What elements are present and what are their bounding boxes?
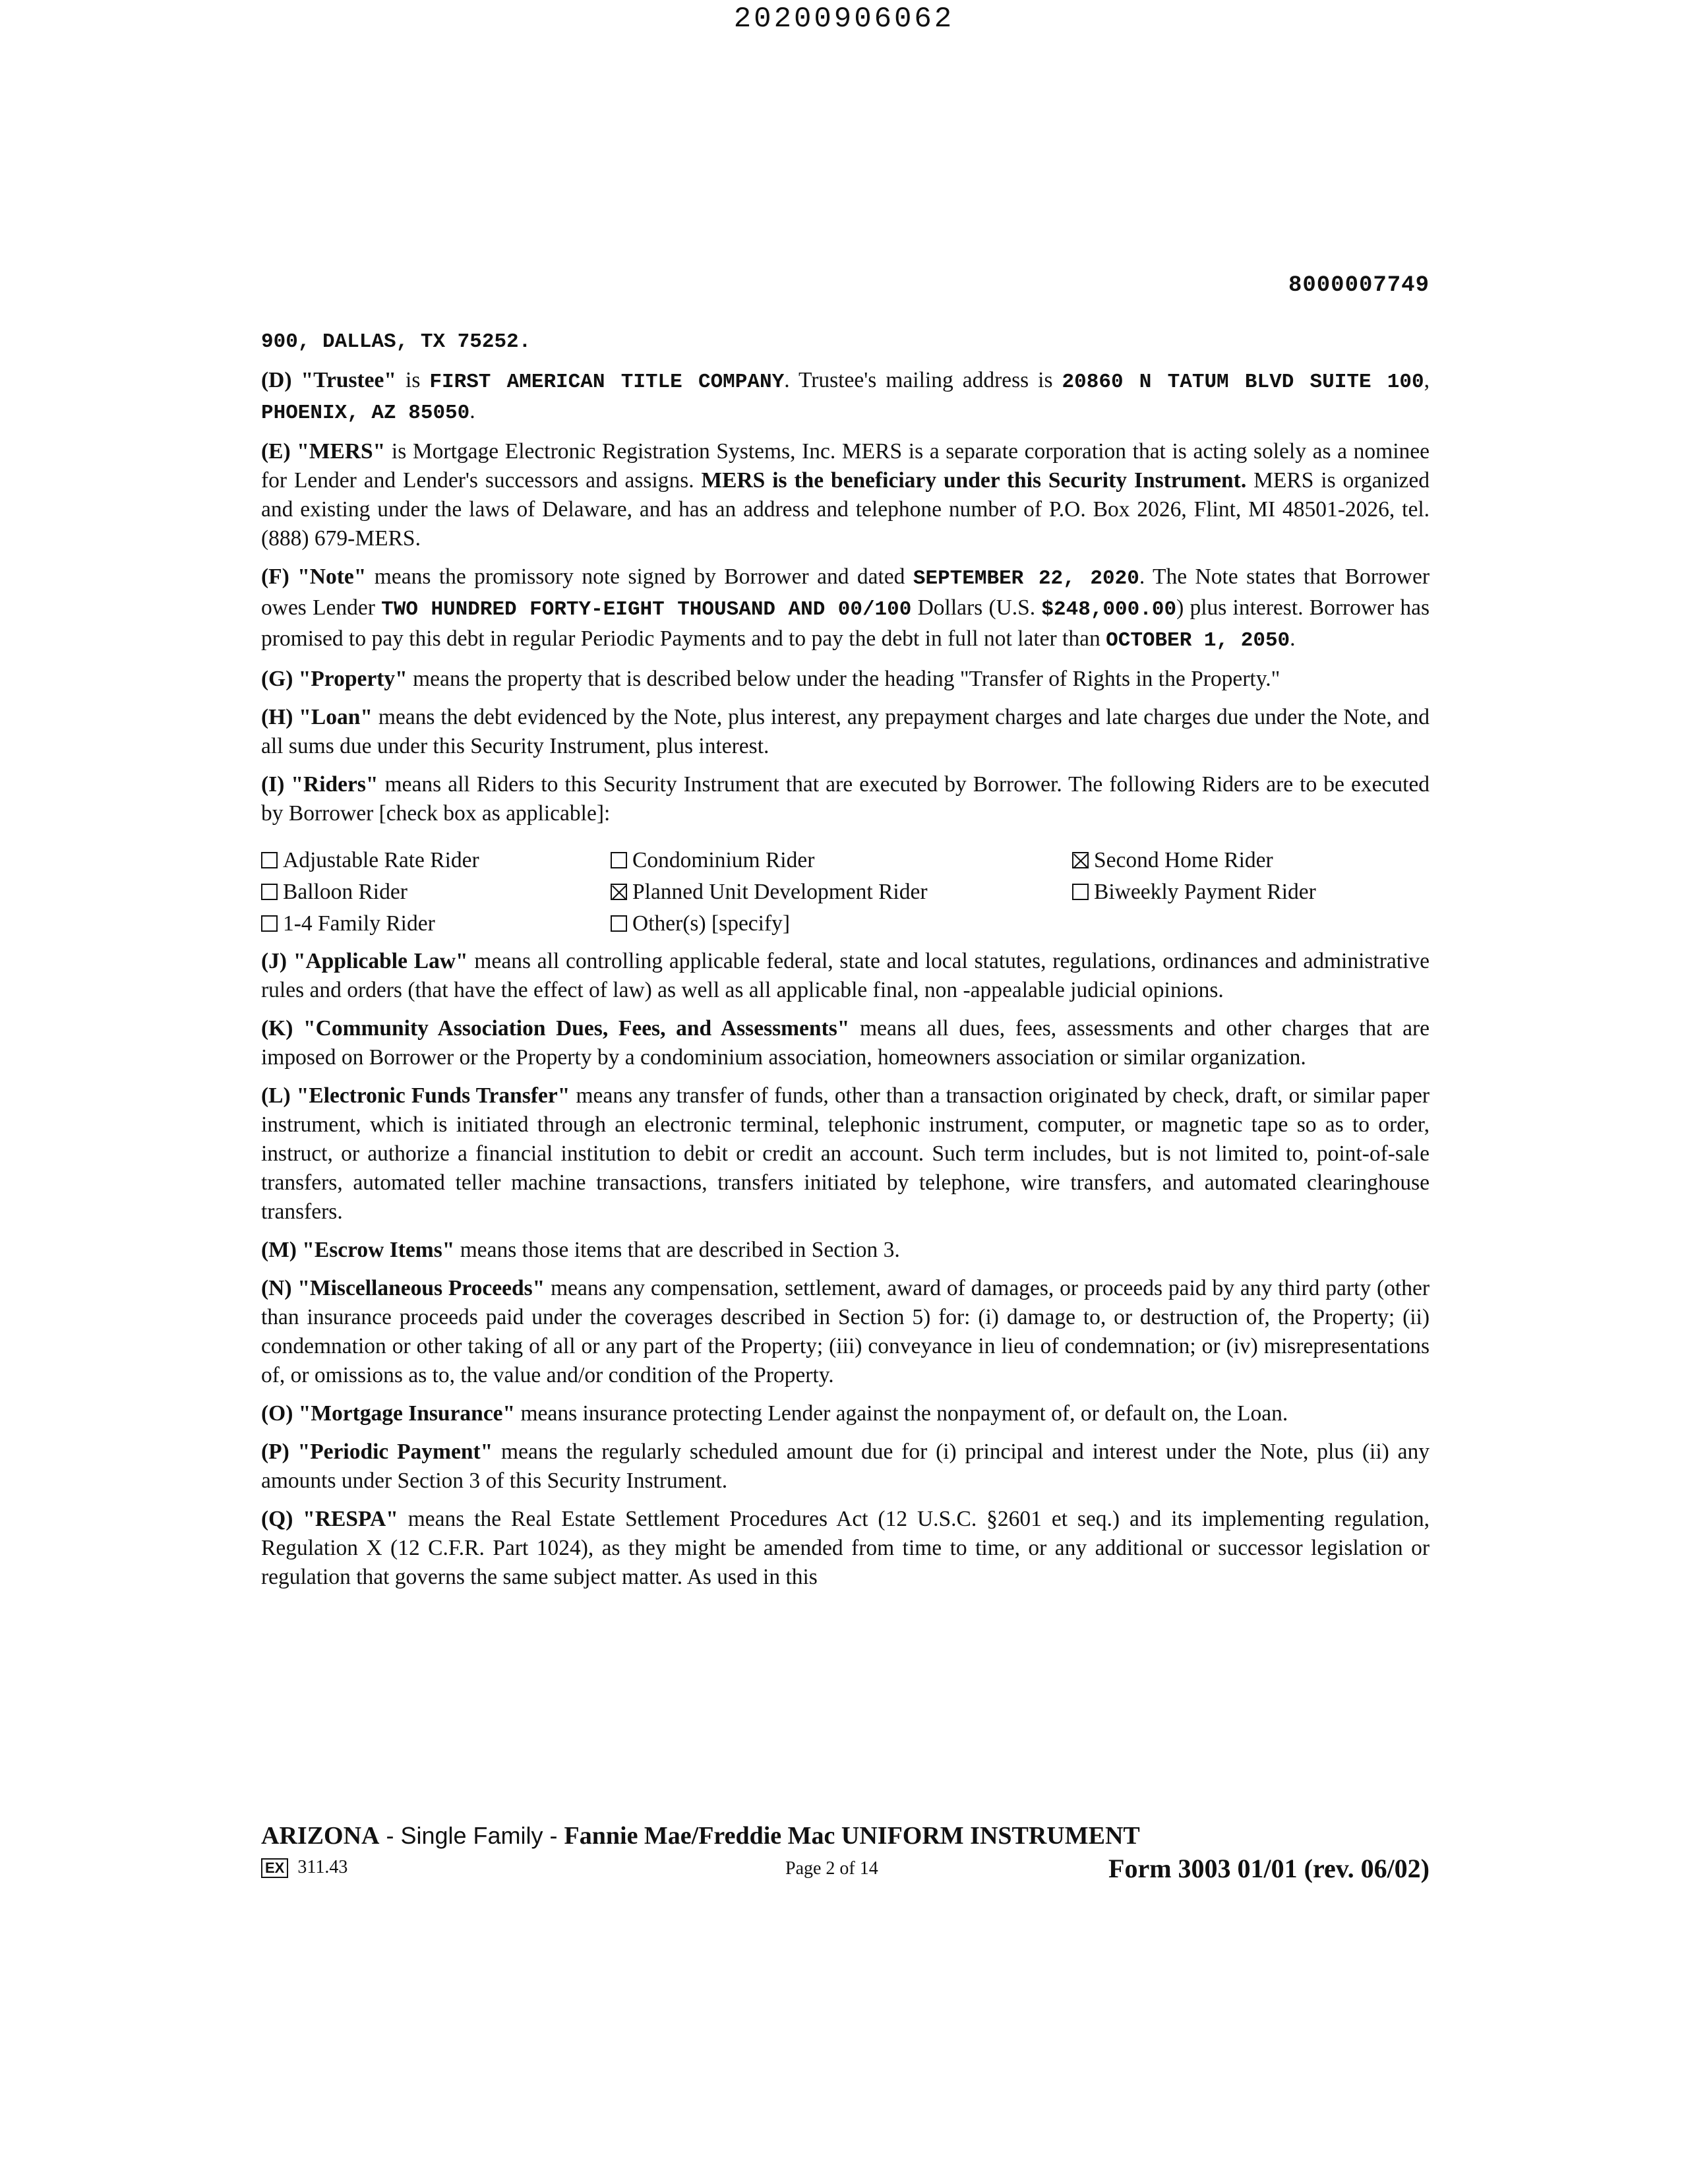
definition-community-dues: (K) "Community Association Dues, Fees, and Assessments" means all dues, fees, assessments and other charges that are imposed on Borrower or the Property by a condominium association, homeowners association or similar organization.: [261, 1016, 1430, 1070]
checkbox-icon: [261, 852, 278, 868]
definition-eft: (L) "Electronic Funds Transfer" means any transfer of funds, other than a transaction originated by check, draft, or similar paper instrument, which is initiated through an electronic terminal, telephonic instrument, computer, or magnetic tape so as to order, instruct, or authorize a financial institution to debit or credit an account. Such term includes, but is not limited to, point-of-sale transfers, automated teller machine transactions, transfers initiated by telephone, wire transfers, and automated clearinghouse transfers.: [261, 1083, 1430, 1224]
rider-condominium: Condominium Rider: [611, 845, 1072, 876]
rider-balloon: Balloon Rider: [261, 877, 611, 907]
definition-escrow-items: (M) "Escrow Items" means those items that are described in Section 3.: [261, 1238, 900, 1262]
ex-logo-icon: EX: [261, 1858, 288, 1878]
definition-mers: (E) "MERS" is Mortgage Electronic Registration Systems, Inc. MERS is a separate corporation that is acting solely as a nominee for Lender and Lender's successors and assigns. MERS is the beneficiary under this Security Instrument. MERS is organized and existing under the laws of Delaware, and has an address and telephone number of P.O. Box 2026, Flint, MI 48501-2026, tel. (888) 679-MERS.: [261, 439, 1430, 551]
rider-adjustable-rate: Adjustable Rate Rider: [261, 845, 611, 876]
rider-second-home: Second Home Rider: [1072, 845, 1428, 876]
definition-loan: (H) "Loan" means the debt evidenced by the Note, plus interest, any prepayment charges and late charges due under the Note, and all sums due under this Security Instrument, plus interest.: [261, 705, 1430, 758]
page-number: Page 2 of 14: [785, 1858, 878, 1879]
checkbox-icon: [1072, 884, 1089, 900]
recording-number: 20200906062: [733, 3, 955, 36]
definition-riders: (I) "Riders" means all Riders to this Security Instrument that are executed by Borrower. The following Riders are to be executed by Borrower [check box as applicable]:: [261, 772, 1430, 826]
definition-mortgage-insurance: (O) "Mortgage Insurance" means insurance protecting Lender against the nonpayment of, or default on, the Loan.: [261, 1401, 1288, 1426]
checkbox-icon: [611, 915, 627, 932]
rider-other: Other(s) [specify]: [611, 909, 1072, 939]
address-continuation: 900, DALLAS, TX 75252.: [261, 330, 531, 353]
definition-misc-proceeds: (N) "Miscellaneous Proceeds" means any compensation, settlement, award of damages, or proceeds paid by any third party (other than insurance proceeds paid under the coverages described in Section 5) for: (i) damage to, or destruction of, the Property; (ii) condemnation or other taking of all or any part of the Property; (iii) conveyance in lieu of condemnation; or (iv) misrepresentations of, or omissions as to, the value and/or condition of the Property.: [261, 1276, 1430, 1387]
definition-respa: (Q) "RESPA" means the Real Estate Settlement Procedures Act (12 U.S.C. §2601 et seq.) and its implementing regulation, Regulation X (12 C.F.R. Part 1024), as they might be amended from time to time, or any additional or successor legislation or regulation that governs the same subject matter. As used in this: [261, 1507, 1430, 1589]
document-body: [261, 326, 1430, 1601]
rider-biweekly: Biweekly Payment Rider: [1072, 877, 1428, 907]
definition-applicable-law: (J) "Applicable Law" means all controlling applicable federal, state and local statutes, regulations, ordinances and administrative rules and orders (that have the effect of law) as well as all applicable final, non -appealable judicial opinions.: [261, 949, 1430, 1002]
definition-note: (F) "Note" means the promissory note signed by Borrower and dated SEPTEMBER 22, 2020. The Note states that Borrower owes Lender TWO HUNDRED FORTY-EIGHT THOUSAND AND 00/100 Dollars (U.S. $248,000.00) plus interest. Borrower has promised to pay this debt in regular Periodic Payments and to pay the debt in full not later than OCTOBER 1, 2050.: [261, 564, 1430, 652]
riders-checklist: [261, 845, 1430, 939]
definition-property: (G) "Property" means the property that is described below under the heading "Transfer of Rights in the Property.": [261, 667, 1281, 691]
rider-1-4-family: 1-4 Family Rider: [261, 909, 611, 939]
form-number: Form 3003 01/01 (rev. 06/02): [1108, 1854, 1430, 1883]
checkbox-icon: [611, 852, 627, 868]
page-footer: [261, 1821, 1430, 1886]
checked-box-icon: [611, 884, 627, 900]
loan-number: 8000007749: [1288, 273, 1430, 298]
checkbox-icon: [261, 915, 278, 932]
definition-trustee: (D) "Trustee" is FIRST AMERICAN TITLE COMPANY. Trustee's mailing address is 20860 N TATUM BLVD SUITE 100, PHOENIX, AZ 85050.: [261, 368, 1430, 425]
checked-box-icon: [1072, 852, 1089, 868]
form-title: ARIZONA - Single Family - Fannie Mae/Freddie Mac UNIFORM INSTRUMENT: [261, 1822, 1140, 1850]
definition-periodic-payment: (P) "Periodic Payment" means the regularly scheduled amount due for (i) principal and interest under the Note, plus (ii) any amounts under Section 3 of this Security Instrument.: [261, 1440, 1430, 1493]
form-code: EX 311.43: [261, 1857, 347, 1878]
checkbox-icon: [261, 884, 278, 900]
rider-pud: Planned Unit Development Rider: [611, 877, 1072, 907]
